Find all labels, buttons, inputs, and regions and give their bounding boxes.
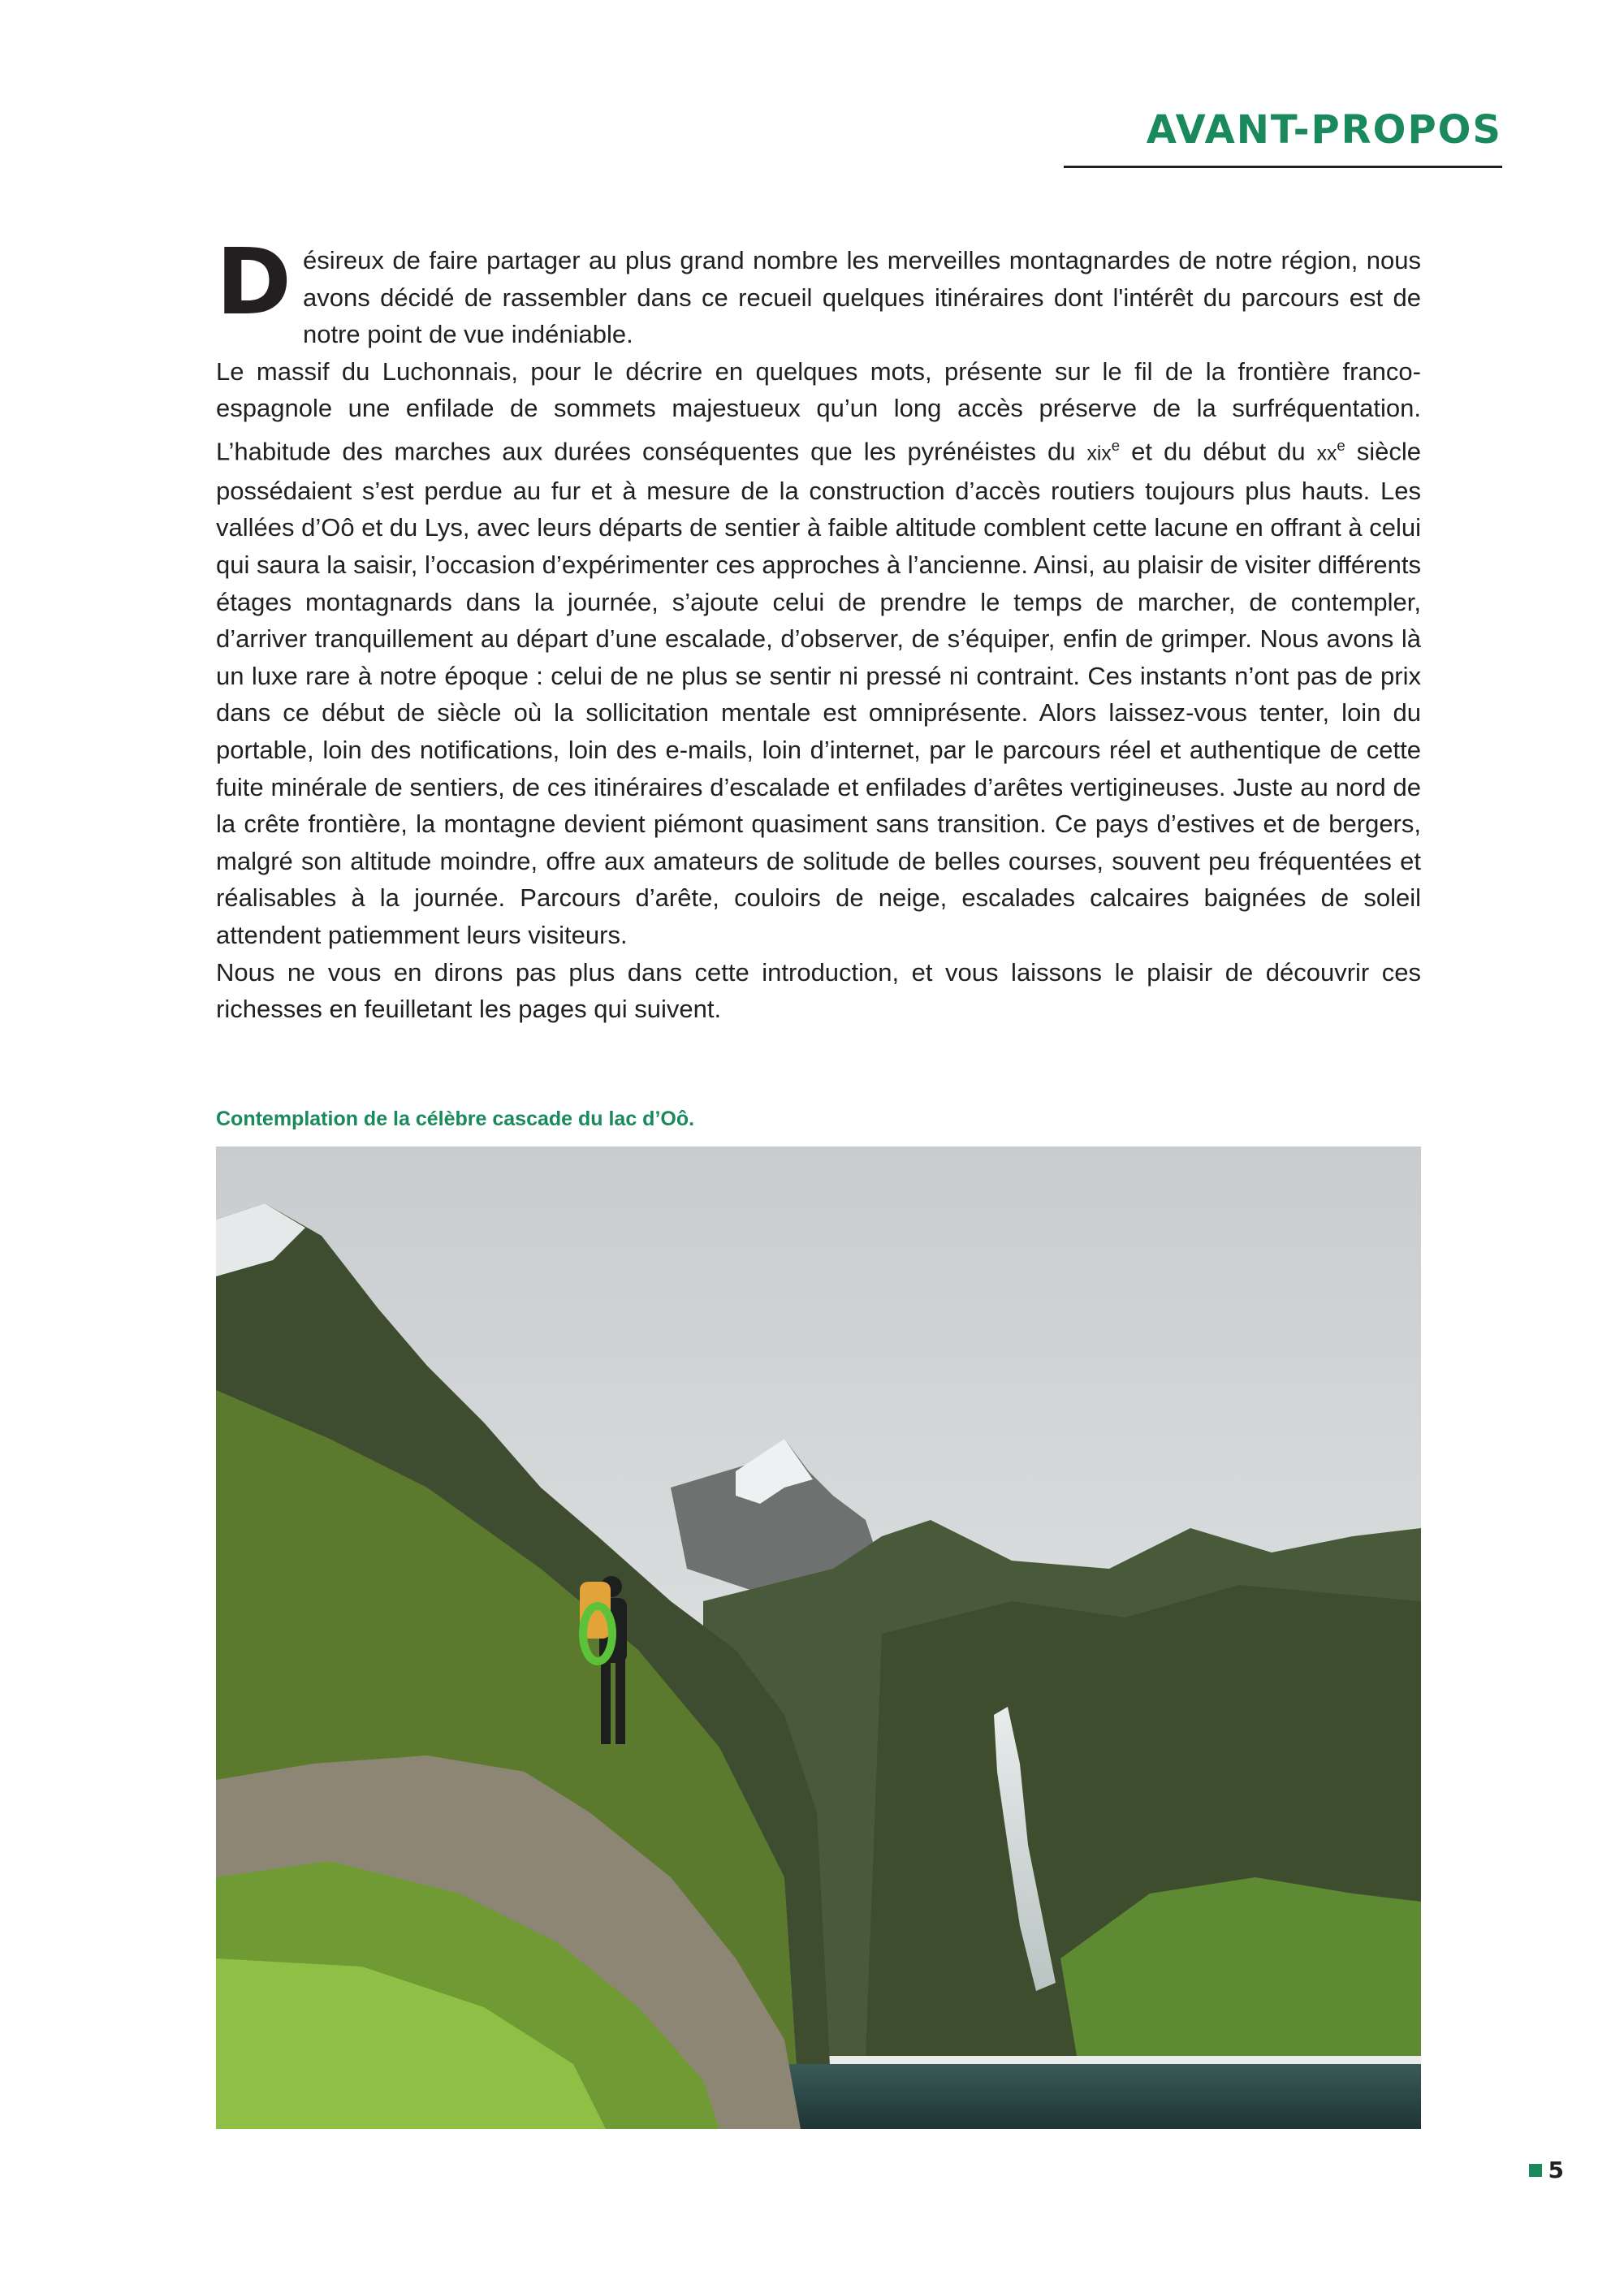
intro-paragraph-1-text: ésireux de faire partager au plus grand nombre les merveilles montagnardes de notre région, nous avons décidé de rassembler dans ce recueil quelques itinéraires dont l'intérêt du parcours est de notre point de vue indéniable. [302,246,1421,349]
intro-paragraph-2-part-b: et du début du [1120,437,1317,466]
waterfall-photo [216,1146,1421,2129]
intro-paragraph-2-part-a: Le massif du Luchonnais, pour le décrire en quelques mots, présente sur le fil de la frontière franco-espagnole une enfilade de sommets majestueux qu’un long accès préserve de la surfréquentation. L’habitude des marches aux durées conséquentes que les pyrénéistes du [216,356,1421,466]
century-suffix-2: e [1337,436,1345,454]
drop-cap: D [216,230,292,335]
section-title: AVANT-PROPOS [1146,107,1502,153]
intro-paragraph-3: Nous ne vous en dirons pas plus dans cette introduction, et vous laissons le plaisir de découvrir ces richesses en feuilletant les pages qui suivent. [216,957,1421,1024]
photo-caption: Contemplation de la célèbre cascade du lac d’Oô. [216,1108,695,1130]
century-suffix: e [1111,436,1121,454]
page-marker-icon [1529,2164,1542,2177]
title-underline [1064,166,1502,168]
page-number-text: 5 [1548,2157,1564,2183]
page-number [1529,2157,1564,2183]
intro-paragraph-2-part-c: siècle possédaient s’est perdue au fur et à mesure de la construction d’accès routiers toujours plus hauts. Les vallées d’Oô et du Lys, avec leurs départs de sentier à faible altitude comblent cette lacune en offrant à celui qui saura la saisir, l’occasion d’expérimenter ces approches à l’ancienne. Ainsi, au plaisir de visiter différents étages montagnards dans la journée, s’ajoute celui de prendre le temps de marcher, de contempler, d’arriver tranquillement au départ d’une escalade, d’observer, de s’équiper, enfin de grimper. Nous avons là un luxe rare à notre époque : celui de ne plus se sentir ni pressé ni contraint. Ces instants n’ont pas de prix dans ce début de siècle où la sollicitation mentale est omniprésente. Alors laissez-vous tenter, loin du portable, loin des notifications, loin des e-mails, loin d’internet, par le parcours réel et authentique de cette fuite minérale de sentiers, de ces itinéraires d’escalade et enfilades d’arêtes vertigineuses. Juste au nord de la crête frontière, la montagne devient piémont quasiment sans transition. Ce pays d’estives et de bergers, malgré son altitude moindre, offre aux amateurs de solitude de belles courses, souvent peu fréquentées et réalisables à la journée. Parcours d’arête, couloirs de neige, escalades calcaires baignées de soleil attendent patiemment leurs visiteurs. [216,437,1421,950]
lake [784,2064,1421,2129]
intro-text [216,230,1421,1028]
intro-paragraph-2 [216,353,1421,954]
century-19: xix [1086,443,1112,465]
intro-paragraph-1 [216,230,1421,353]
century-20: xx [1316,443,1337,465]
